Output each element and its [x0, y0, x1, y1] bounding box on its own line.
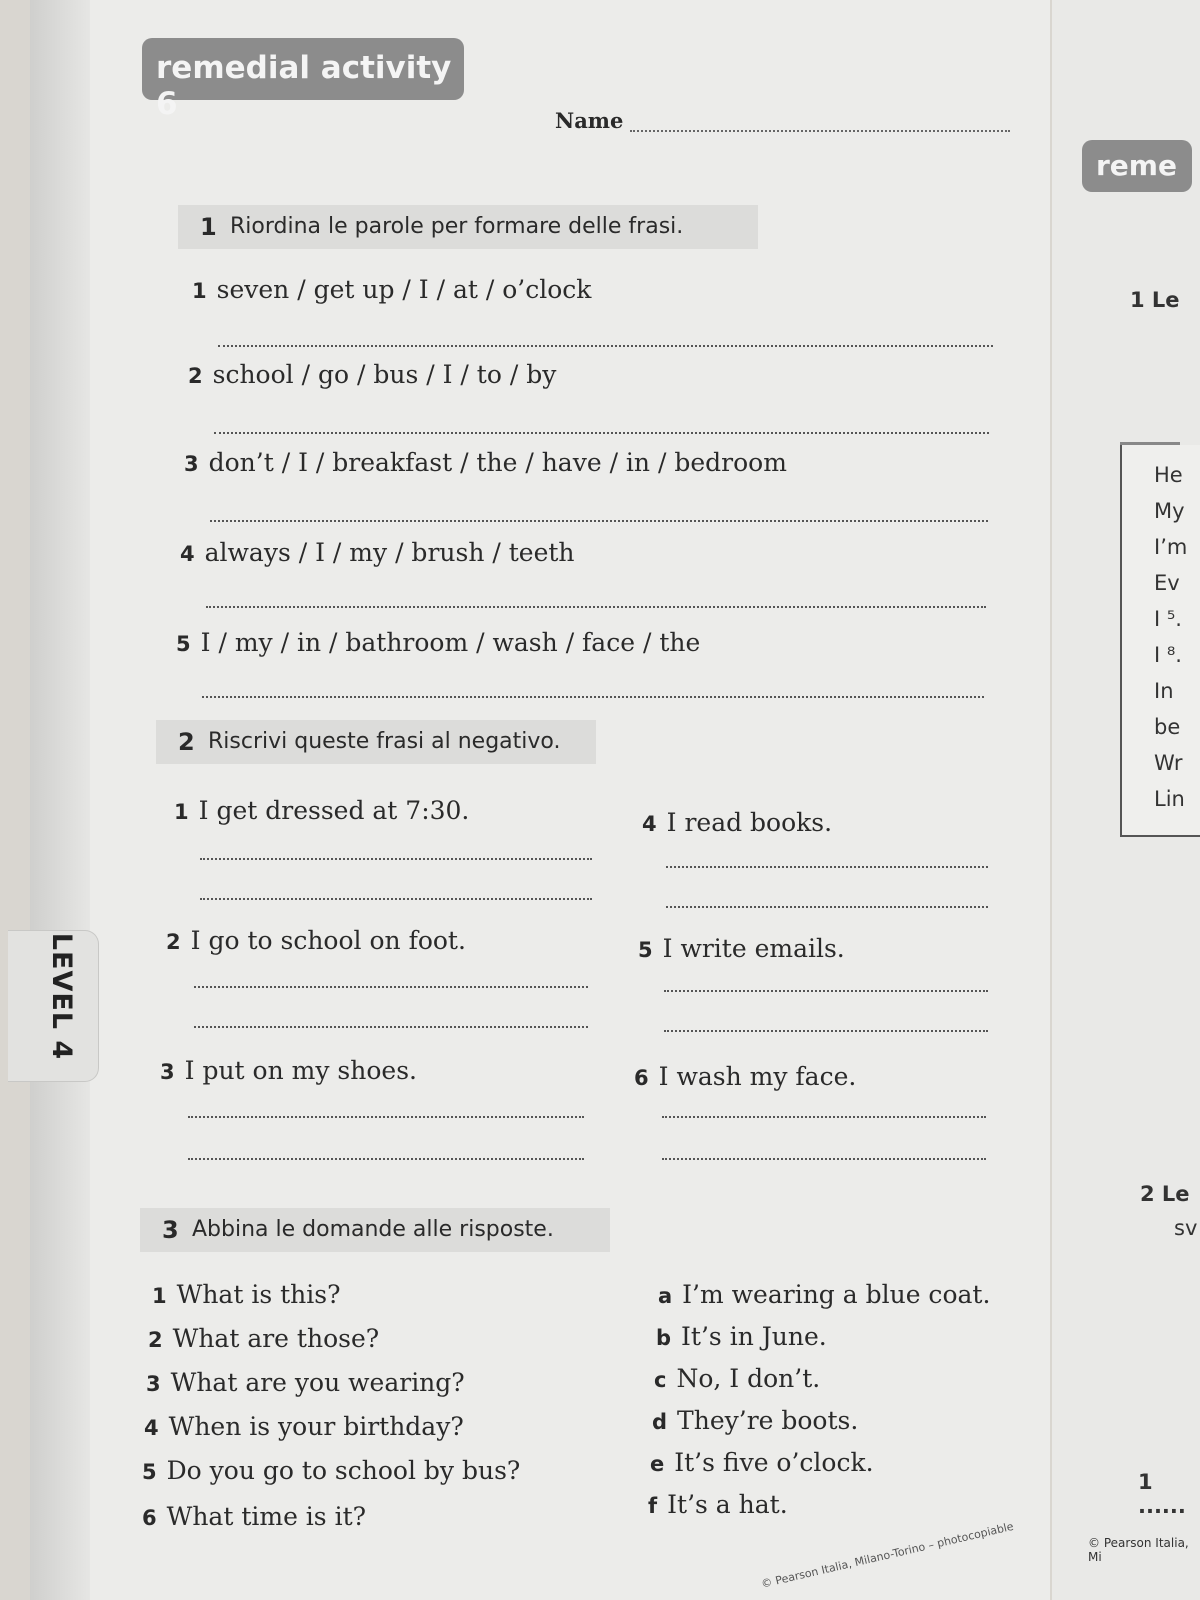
book-spine — [30, 0, 90, 1600]
ex3-question-number: 3 — [146, 1372, 161, 1396]
facing-box-line: I ⁸. — [1154, 643, 1182, 667]
ex2-item — [634, 1062, 856, 1091]
ex3-question — [146, 1368, 465, 1397]
name-label: Name — [555, 108, 624, 133]
ex2-item — [160, 1056, 417, 1085]
ex2-item — [174, 796, 469, 825]
exercise-2-heading — [156, 720, 596, 764]
facing-box-line: Wr — [1154, 751, 1183, 775]
ex1-item-text: don’t / I / breakfast / the / have / in / bedroom — [208, 448, 787, 477]
ex1-item-number: 3 — [184, 452, 199, 476]
level-side-tab — [8, 930, 99, 1082]
exercise-3-instruction: Abbina le domande alle risposte. — [192, 1217, 554, 1242]
ex2-item-text: I get dressed at 7:30. — [198, 796, 470, 825]
ex3-answer — [656, 1322, 827, 1351]
ex1-answer-line[interactable] — [218, 345, 993, 347]
ex3-answer — [648, 1490, 788, 1519]
facing-copyright: © Pearson Italia, Mi — [1088, 1536, 1189, 1564]
ex3-answer-text: It’s five o’clock. — [674, 1448, 874, 1477]
ex3-answer-letter: f — [648, 1494, 658, 1518]
ex3-answer — [650, 1448, 874, 1477]
facing-box-line: In — [1154, 679, 1174, 703]
ex2-answer-line[interactable] — [188, 1116, 584, 1118]
ex3-question-number: 2 — [148, 1328, 163, 1352]
ex3-question-text: What are you wearing? — [170, 1368, 465, 1397]
activity-header — [142, 38, 464, 122]
activity-title: remedial activity 6 — [156, 50, 452, 122]
exercise-2-instruction: Riscrivi queste frasi al negativo. — [208, 729, 561, 754]
ex3-answer-letter: b — [656, 1326, 672, 1350]
ex2-answer-line[interactable] — [662, 1116, 986, 1118]
name-field[interactable] — [630, 130, 1010, 132]
facing-box-line: My — [1154, 499, 1185, 523]
facing-page — [1052, 0, 1200, 1600]
ex3-question — [148, 1324, 379, 1353]
ex2-item-text: I put on my shoes. — [184, 1056, 417, 1085]
ex2-answer-line[interactable] — [194, 1026, 588, 1028]
facing-page-header — [1082, 140, 1192, 192]
ex3-question-text: What time is it? — [166, 1502, 367, 1531]
ex3-answer-letter: d — [652, 1410, 668, 1434]
ex1-item-text: I / my / in / bathroom / wash / face / the — [200, 628, 701, 657]
copyright-footer: © Pearson Italia, Milano-Torino – photocopiable — [760, 1519, 1015, 1591]
exercise-1-instruction: Riordina le parole per formare delle frasi. — [230, 214, 684, 239]
ex3-question-text: What are those? — [172, 1324, 380, 1353]
ex3-answer-text: It’s a hat. — [667, 1490, 788, 1519]
facing-page-title: reme — [1096, 149, 1177, 182]
ex3-question — [142, 1502, 366, 1531]
ex3-answer-letter: e — [650, 1452, 665, 1476]
ex2-item-number: 3 — [160, 1060, 175, 1084]
ex2-item-text: I wash my face. — [658, 1062, 857, 1091]
facing-section-2: 2 Le — [1140, 1182, 1190, 1206]
ex1-item-number: 2 — [188, 364, 203, 388]
ex2-item — [642, 808, 832, 837]
facing-box-line: He — [1154, 463, 1183, 487]
facing-section-2-sub: sv — [1174, 1216, 1198, 1240]
facing-box-line: Lin — [1154, 787, 1185, 811]
ex3-question — [152, 1280, 340, 1309]
ex1-item-number: 4 — [180, 542, 195, 566]
ex2-answer-line[interactable] — [200, 898, 592, 900]
facing-box-line: Ev — [1154, 571, 1180, 595]
ex2-item-text: I read books. — [666, 808, 833, 837]
ex3-question-number: 4 — [144, 1416, 159, 1440]
ex3-question — [144, 1412, 464, 1441]
ex2-item-number: 6 — [634, 1066, 649, 1090]
ex2-answer-line[interactable] — [194, 986, 588, 988]
ex3-question-number: 1 — [152, 1284, 167, 1308]
ex2-item-number: 1 — [174, 800, 189, 824]
ex1-item — [192, 275, 591, 304]
ex1-item — [180, 538, 575, 567]
facing-box-line: be — [1154, 715, 1181, 739]
ex2-answer-line[interactable] — [200, 858, 592, 860]
exercise-3-number: 3 — [162, 1216, 179, 1244]
ex3-answer — [654, 1364, 820, 1393]
ex2-answer-line[interactable] — [664, 990, 988, 992]
ex2-item-number: 5 — [638, 938, 653, 962]
ex3-question-text: When is your birthday? — [168, 1412, 464, 1441]
ex1-item-text: school / go / bus / I / to / by — [212, 360, 557, 389]
ex2-answer-line[interactable] — [664, 1030, 988, 1032]
ex3-answer-text: They’re boots. — [677, 1406, 859, 1435]
ex3-question — [142, 1456, 520, 1485]
ex2-answer-line[interactable] — [188, 1158, 584, 1160]
ex3-answer-letter: c — [654, 1368, 667, 1392]
ex2-item-number: 4 — [642, 812, 657, 836]
ex3-question-number: 5 — [142, 1460, 157, 1484]
ex3-question-text: What is this? — [176, 1280, 341, 1309]
exercise-1-heading — [178, 205, 758, 249]
ex1-item-text: seven / get up / I / at / o’clock — [216, 275, 592, 304]
exercise-1-number: 1 — [200, 213, 217, 241]
facing-box-line: I ⁵. — [1154, 607, 1182, 631]
level-label: LEVEL 4 — [46, 932, 78, 1061]
ex3-question-text: Do you go to school by bus? — [166, 1456, 521, 1485]
ex3-answer-text: No, I don’t. — [676, 1364, 821, 1393]
ex2-item-number: 2 — [166, 930, 181, 954]
exercise-3-heading — [140, 1208, 610, 1252]
ex2-item-text: I write emails. — [662, 934, 845, 963]
facing-text-box — [1120, 445, 1200, 837]
ex3-answer — [652, 1406, 858, 1435]
ex2-item-text: I go to school on foot. — [190, 926, 466, 955]
ex2-item — [638, 934, 845, 963]
facing-section-1: 1 Le — [1130, 288, 1180, 312]
ex1-item-number: 5 — [176, 632, 191, 656]
ex1-item — [188, 360, 556, 389]
ex2-answer-line[interactable] — [666, 866, 988, 868]
ex1-answer-line[interactable] — [210, 520, 988, 522]
ex2-item — [166, 926, 466, 955]
ex3-answer-text: It’s in June. — [681, 1322, 827, 1351]
ex2-answer-line[interactable] — [666, 906, 988, 908]
exercise-2-number: 2 — [178, 728, 195, 756]
ex3-answer-text: I’m wearing a blue coat. — [682, 1280, 991, 1309]
facing-box-line: I’m — [1154, 535, 1188, 559]
ex1-item — [184, 448, 787, 477]
worksheet-page — [30, 0, 1050, 1600]
ex3-answer-letter: a — [658, 1284, 673, 1308]
ex1-item-number: 1 — [192, 279, 207, 303]
ex2-answer-line[interactable] — [662, 1158, 986, 1160]
ex1-answer-line[interactable] — [206, 606, 986, 608]
facing-item-1: 1 ...... — [1138, 1470, 1186, 1518]
ex3-answer — [658, 1280, 990, 1309]
ex1-item-text: always / I / my / brush / teeth — [204, 538, 575, 567]
ex1-answer-line[interactable] — [214, 432, 989, 434]
ex1-answer-line[interactable] — [202, 696, 984, 698]
ex1-item — [176, 628, 700, 657]
ex3-question-number: 6 — [142, 1506, 157, 1530]
